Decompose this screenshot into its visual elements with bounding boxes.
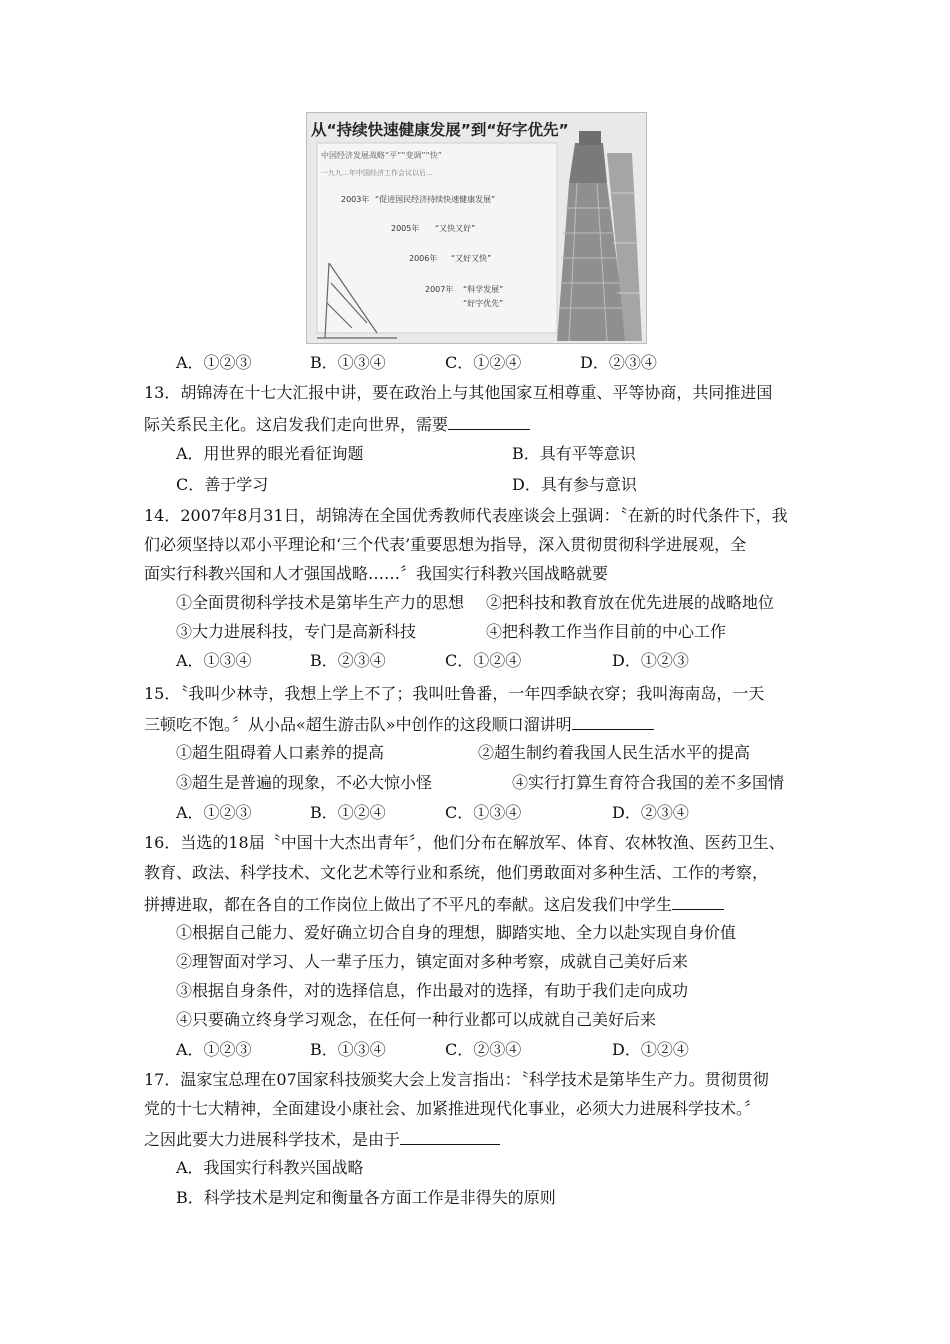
q15-option-d[interactable]: D．②③④ — [612, 803, 689, 822]
figure-entry-year: 2003年 — [341, 195, 370, 204]
figure-title: 从“持续快速健康发展”到“好字优先” — [311, 121, 569, 139]
figure-entry-text: “促进国民经济持续快速健康发展” — [375, 195, 496, 204]
q14-stem-line2: 们必须坚持以邓小平理论和‘三个代表’重要思想为指导，深入贯彻贯彻科学进展观，全 — [144, 535, 747, 554]
q14-item-2: ②把科技和教育放在优先进展的战略地位 — [486, 593, 775, 612]
q15-stem-text: 三顿吃不饱。〞从小品«超生游击队»中创作的这段顺口溜讲明 — [144, 715, 572, 734]
figure-entry-year: 2005年 — [391, 224, 420, 233]
q15-answer-blank[interactable] — [572, 712, 654, 730]
q15-item-4: ④实行打算生育符合我国的差不多国情 — [512, 773, 785, 792]
q16-option-c[interactable]: C．②③④ — [445, 1040, 522, 1059]
q16-item-4: ④只要确立终身学习观念，在任何一种行业都可以成就自己美好后来 — [176, 1010, 657, 1029]
q16-item-2: ②理智面对学习、人一辈子压力，镇定面对多种考察，成就自己美好后来 — [176, 952, 689, 971]
q14-stem-line1: 14．2007年8月31日，胡锦涛在全国优秀教师代表座谈会上强调：〝在新的时代条件下，我 — [144, 506, 788, 525]
q13-stem-line2 — [144, 412, 530, 434]
q16-stem-line1: 16．当选的18届〝中国十大杰出青年〞，他们分布在解放军、体育、农林牧渔、医药卫生、 — [144, 833, 785, 852]
figure-entry-text: “好字优先” — [463, 299, 504, 308]
q14-item-4: ④把科教工作当作目前的中心工作 — [486, 622, 727, 641]
economic-strategy-figure — [306, 112, 647, 344]
q16-option-a[interactable]: A．①②③ — [176, 1040, 252, 1059]
q17-stem-line3 — [144, 1127, 500, 1149]
q12-option-c[interactable]: C．①②④ — [445, 353, 522, 372]
q15-stem-line2 — [144, 712, 654, 734]
q16-stem-line2: 教育、政法、科学技术、文化艺术等行业和系统，他们勇敢面对多种生活、工作的考察， — [144, 863, 769, 882]
q16-answer-blank[interactable] — [672, 892, 724, 910]
q16-option-b[interactable]: B．①③④ — [310, 1040, 386, 1059]
q13-option-d[interactable]: D．具有参与意识 — [512, 475, 637, 494]
q15-item-2: ②超生制约着我国人民生活水平的提高 — [478, 743, 751, 762]
q12-option-d[interactable]: D．②③④ — [580, 353, 657, 372]
figure-entry-year: 2006年 — [409, 254, 438, 263]
q17-stem-line2: 党的十七大精神，全面建设小康社会、加紧推进现代化事业，必须大力进展科学技术。〞 — [144, 1099, 761, 1118]
q16-stem-text: 拼搏进取，都在各自的工作岗位上做出了不平凡的奉献。这启发我们中学生 — [144, 895, 673, 914]
q13-answer-blank[interactable] — [448, 412, 530, 430]
figure-entry-year: 2007年 — [425, 285, 454, 294]
q14-option-c[interactable]: C．①②④ — [445, 651, 522, 670]
q14-option-d[interactable]: D．①②③ — [612, 651, 689, 670]
q12-option-b[interactable]: B．①③④ — [310, 353, 386, 372]
q13-stem-line1: 13．胡锦涛在十七大汇报中讲，要在政治上与其他国家互相尊重、平等协商，共同推进国 — [144, 383, 773, 402]
q14-item-1: ①全面贯彻科学技术是第毕生产力的思想 — [176, 593, 465, 612]
q15-stem-line1: 15．〝我叫少林寺，我想上学上不了；我叫吐鲁番，一年四季缺衣穿；我叫海南岛，一天 — [144, 684, 765, 703]
q13-option-b[interactable]: B．具有平等意识 — [512, 444, 636, 463]
q14-option-a[interactable]: A．①③④ — [176, 651, 252, 670]
figure-entry-text: “又好又快” — [451, 254, 492, 263]
q16-item-1: ①根据自己能力、爱好确立切合自身的理想，脚踏实地、全力以赴实现自身价值 — [176, 923, 737, 942]
q16-stem-line3 — [144, 892, 724, 914]
q15-item-3: ③超生是普遍的现象，不必大惊小怪 — [176, 773, 433, 792]
q15-option-b[interactable]: B．①②④ — [310, 803, 386, 822]
q15-option-a[interactable]: A．①②③ — [176, 803, 252, 822]
figure-small-line: 一九九…年中国经济工作会议以后… — [321, 169, 433, 177]
q17-stem-text: 之因此要大力进展科学技术，是由于 — [144, 1130, 401, 1149]
q12-option-a[interactable]: A．①②③ — [176, 353, 252, 372]
q17-option-a[interactable]: A．我国实行科教兴国战略 — [176, 1158, 364, 1177]
q17-stem-line1: 17．温家宝总理在07国家科技颁奖大会上发言指出：〝科学技术是第毕生产力。贯彻贯彻 — [144, 1070, 769, 1089]
q15-item-1: ①超生阻碍着人口素养的提高 — [176, 743, 385, 762]
q17-option-b[interactable]: B．科学技术是判定和衡量各方面工作是非得失的原则 — [176, 1188, 556, 1207]
q16-option-d[interactable]: D．①②④ — [612, 1040, 689, 1059]
q17-answer-blank[interactable] — [400, 1127, 500, 1145]
q13-option-a[interactable]: A．用世界的眼光看征询题 — [176, 444, 364, 463]
q14-stem-line3: 面实行科教兴国和人才强国战略……〞我国实行科教兴国战略就要 — [144, 564, 609, 583]
figure-entry-text: “又快又好” — [435, 224, 476, 233]
q13-option-c[interactable]: C．善于学习 — [176, 475, 269, 494]
figure-entry-text: “科学发展” — [463, 285, 504, 294]
q16-item-3: ③根据自身条件，对的选择信息，作出最对的选择，有助于我们走向成功 — [176, 981, 689, 1000]
q13-stem-text: 际关系民主化。这启发我们走向世界，需要 — [144, 415, 449, 434]
q15-option-c[interactable]: C．①③④ — [445, 803, 522, 822]
q14-option-b[interactable]: B．②③④ — [310, 651, 386, 670]
q14-item-3: ③大力进展科技，专门是高新科技 — [176, 622, 417, 641]
figure-subtitle: 中国经济发展战略“平”“变调”“快” — [321, 151, 442, 160]
